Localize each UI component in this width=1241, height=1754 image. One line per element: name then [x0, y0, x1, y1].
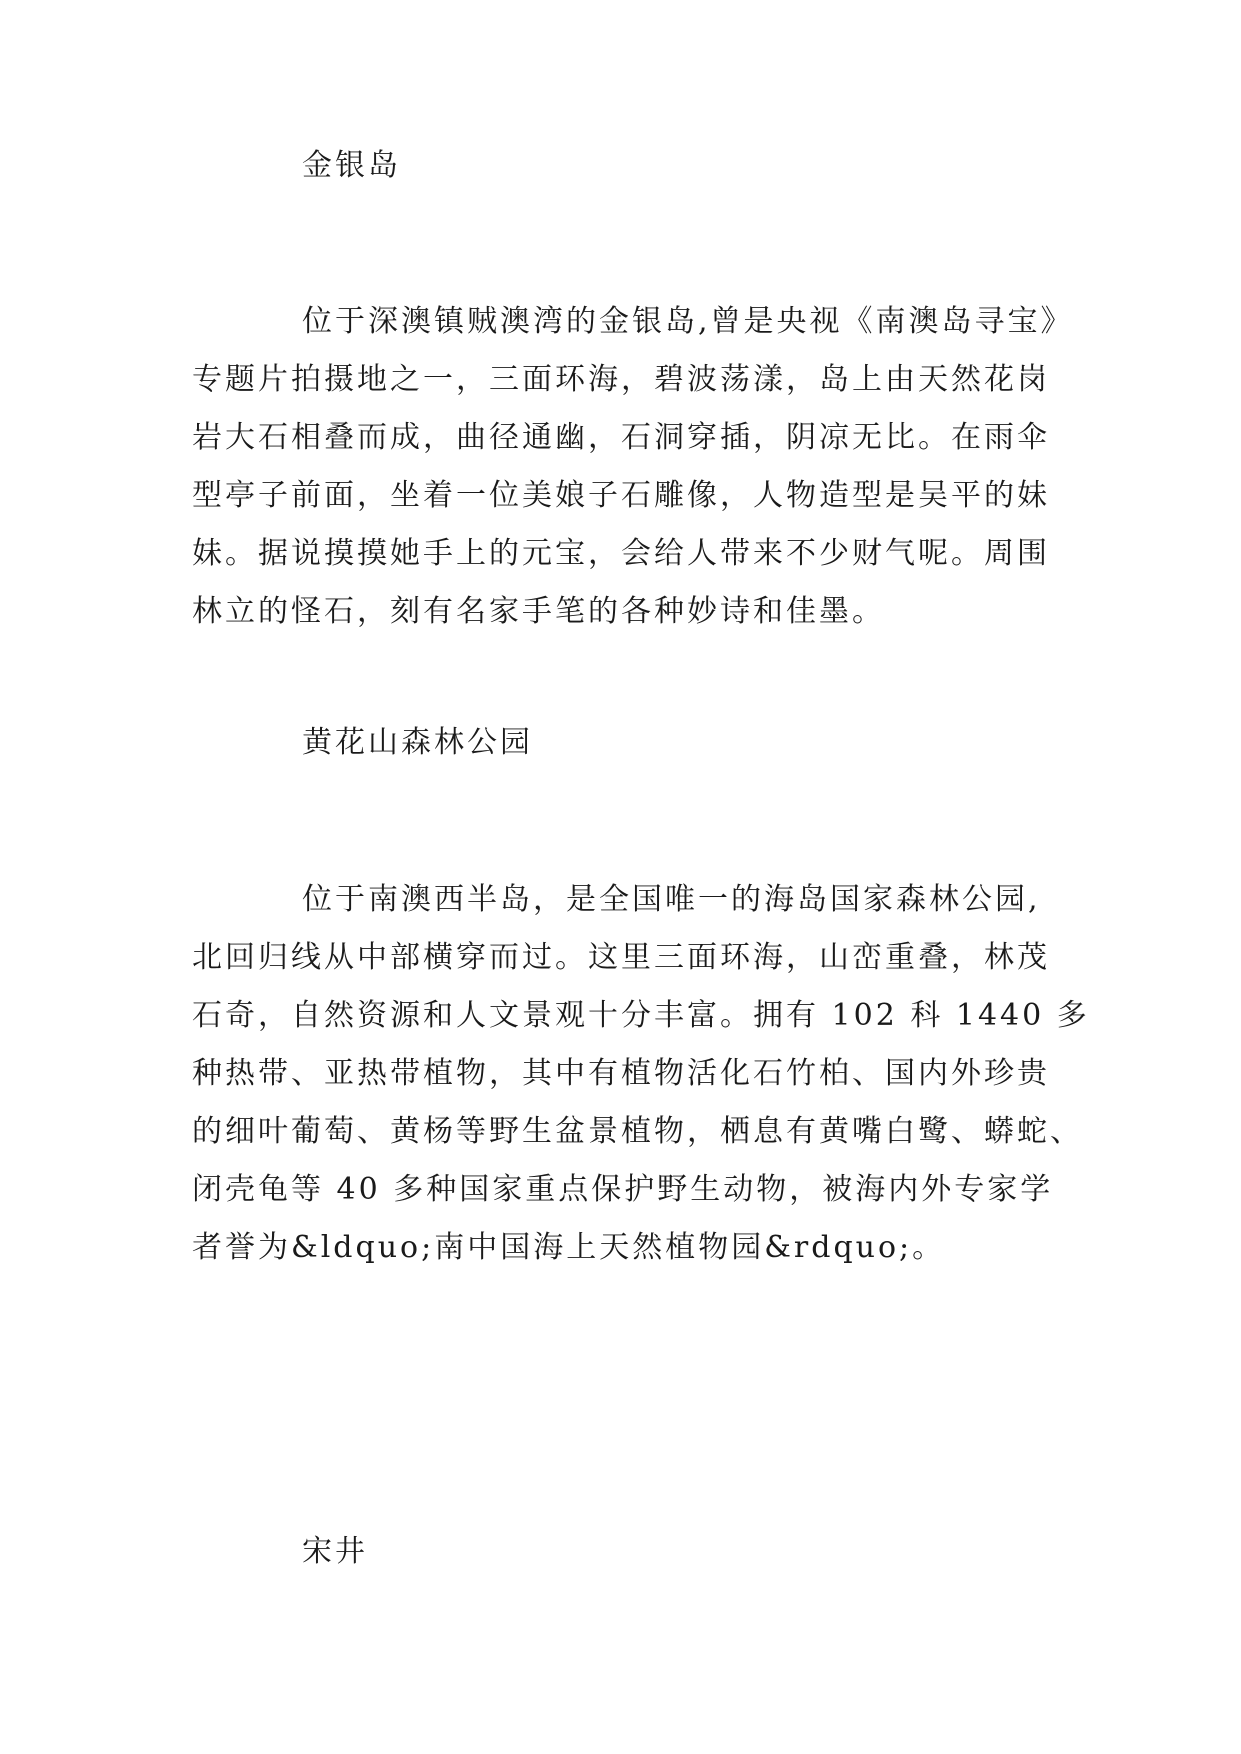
paragraph-line: 种热带、亚热带植物，其中有植物活化石竹柏、国内外珍贵 — [192, 1056, 1050, 1091]
section-heading-golden-silver-island: 金银岛 — [302, 148, 401, 183]
paragraph-line: 专题片拍摄地之一，三面环海，碧波荡漾，岛上由天然花岗 — [192, 362, 1050, 397]
paragraph-line: 者誉为&ldquo;南中国海上天然植物园&rdquo;。 — [192, 1230, 946, 1265]
paragraph-line: 位于南澳西半岛，是全国唯一的海岛国家森林公园, — [302, 882, 1041, 917]
section-heading-song-well: 宋井 — [302, 1534, 368, 1569]
paragraph-line: 妹。据说摸摸她手上的元宝，会给人带来不少财气呢。周围 — [192, 536, 1050, 571]
paragraph-line: 北回归线从中部横穿而过。这里三面环海，山峦重叠，林茂 — [192, 940, 1050, 975]
section-heading-huanghuashan-forest-park: 黄花山森林公园 — [302, 725, 533, 760]
paragraph-line: 的细叶葡萄、黄杨等野生盆景植物，栖息有黄嘴白鹭、蟒蛇、 — [192, 1114, 1083, 1149]
paragraph-line: 型亭子前面，坐着一位美娘子石雕像，人物造型是吴平的妹 — [192, 478, 1050, 513]
section-paragraph-golden-silver-island — [192, 293, 1074, 641]
paragraph-line: 位于深澳镇贼澳湾的金银岛,曾是央视《南澳岛寻宝》 — [302, 304, 1074, 339]
paragraph-line: 闭壳龟等 40 多种国家重点保护野生动物，被海内外专家学 — [192, 1172, 1054, 1207]
paragraph-line: 林立的怪石，刻有名家手笔的各种妙诗和佳墨。 — [192, 594, 885, 629]
section-paragraph-huanghuashan-forest-park — [192, 871, 1090, 1277]
paragraph-line: 石奇，自然资源和人文景观十分丰富。拥有 102 科 1440 多 — [192, 998, 1090, 1033]
paragraph-line: 岩大石相叠而成，曲径通幽，石洞穿插，阴凉无比。在雨伞 — [192, 420, 1050, 455]
